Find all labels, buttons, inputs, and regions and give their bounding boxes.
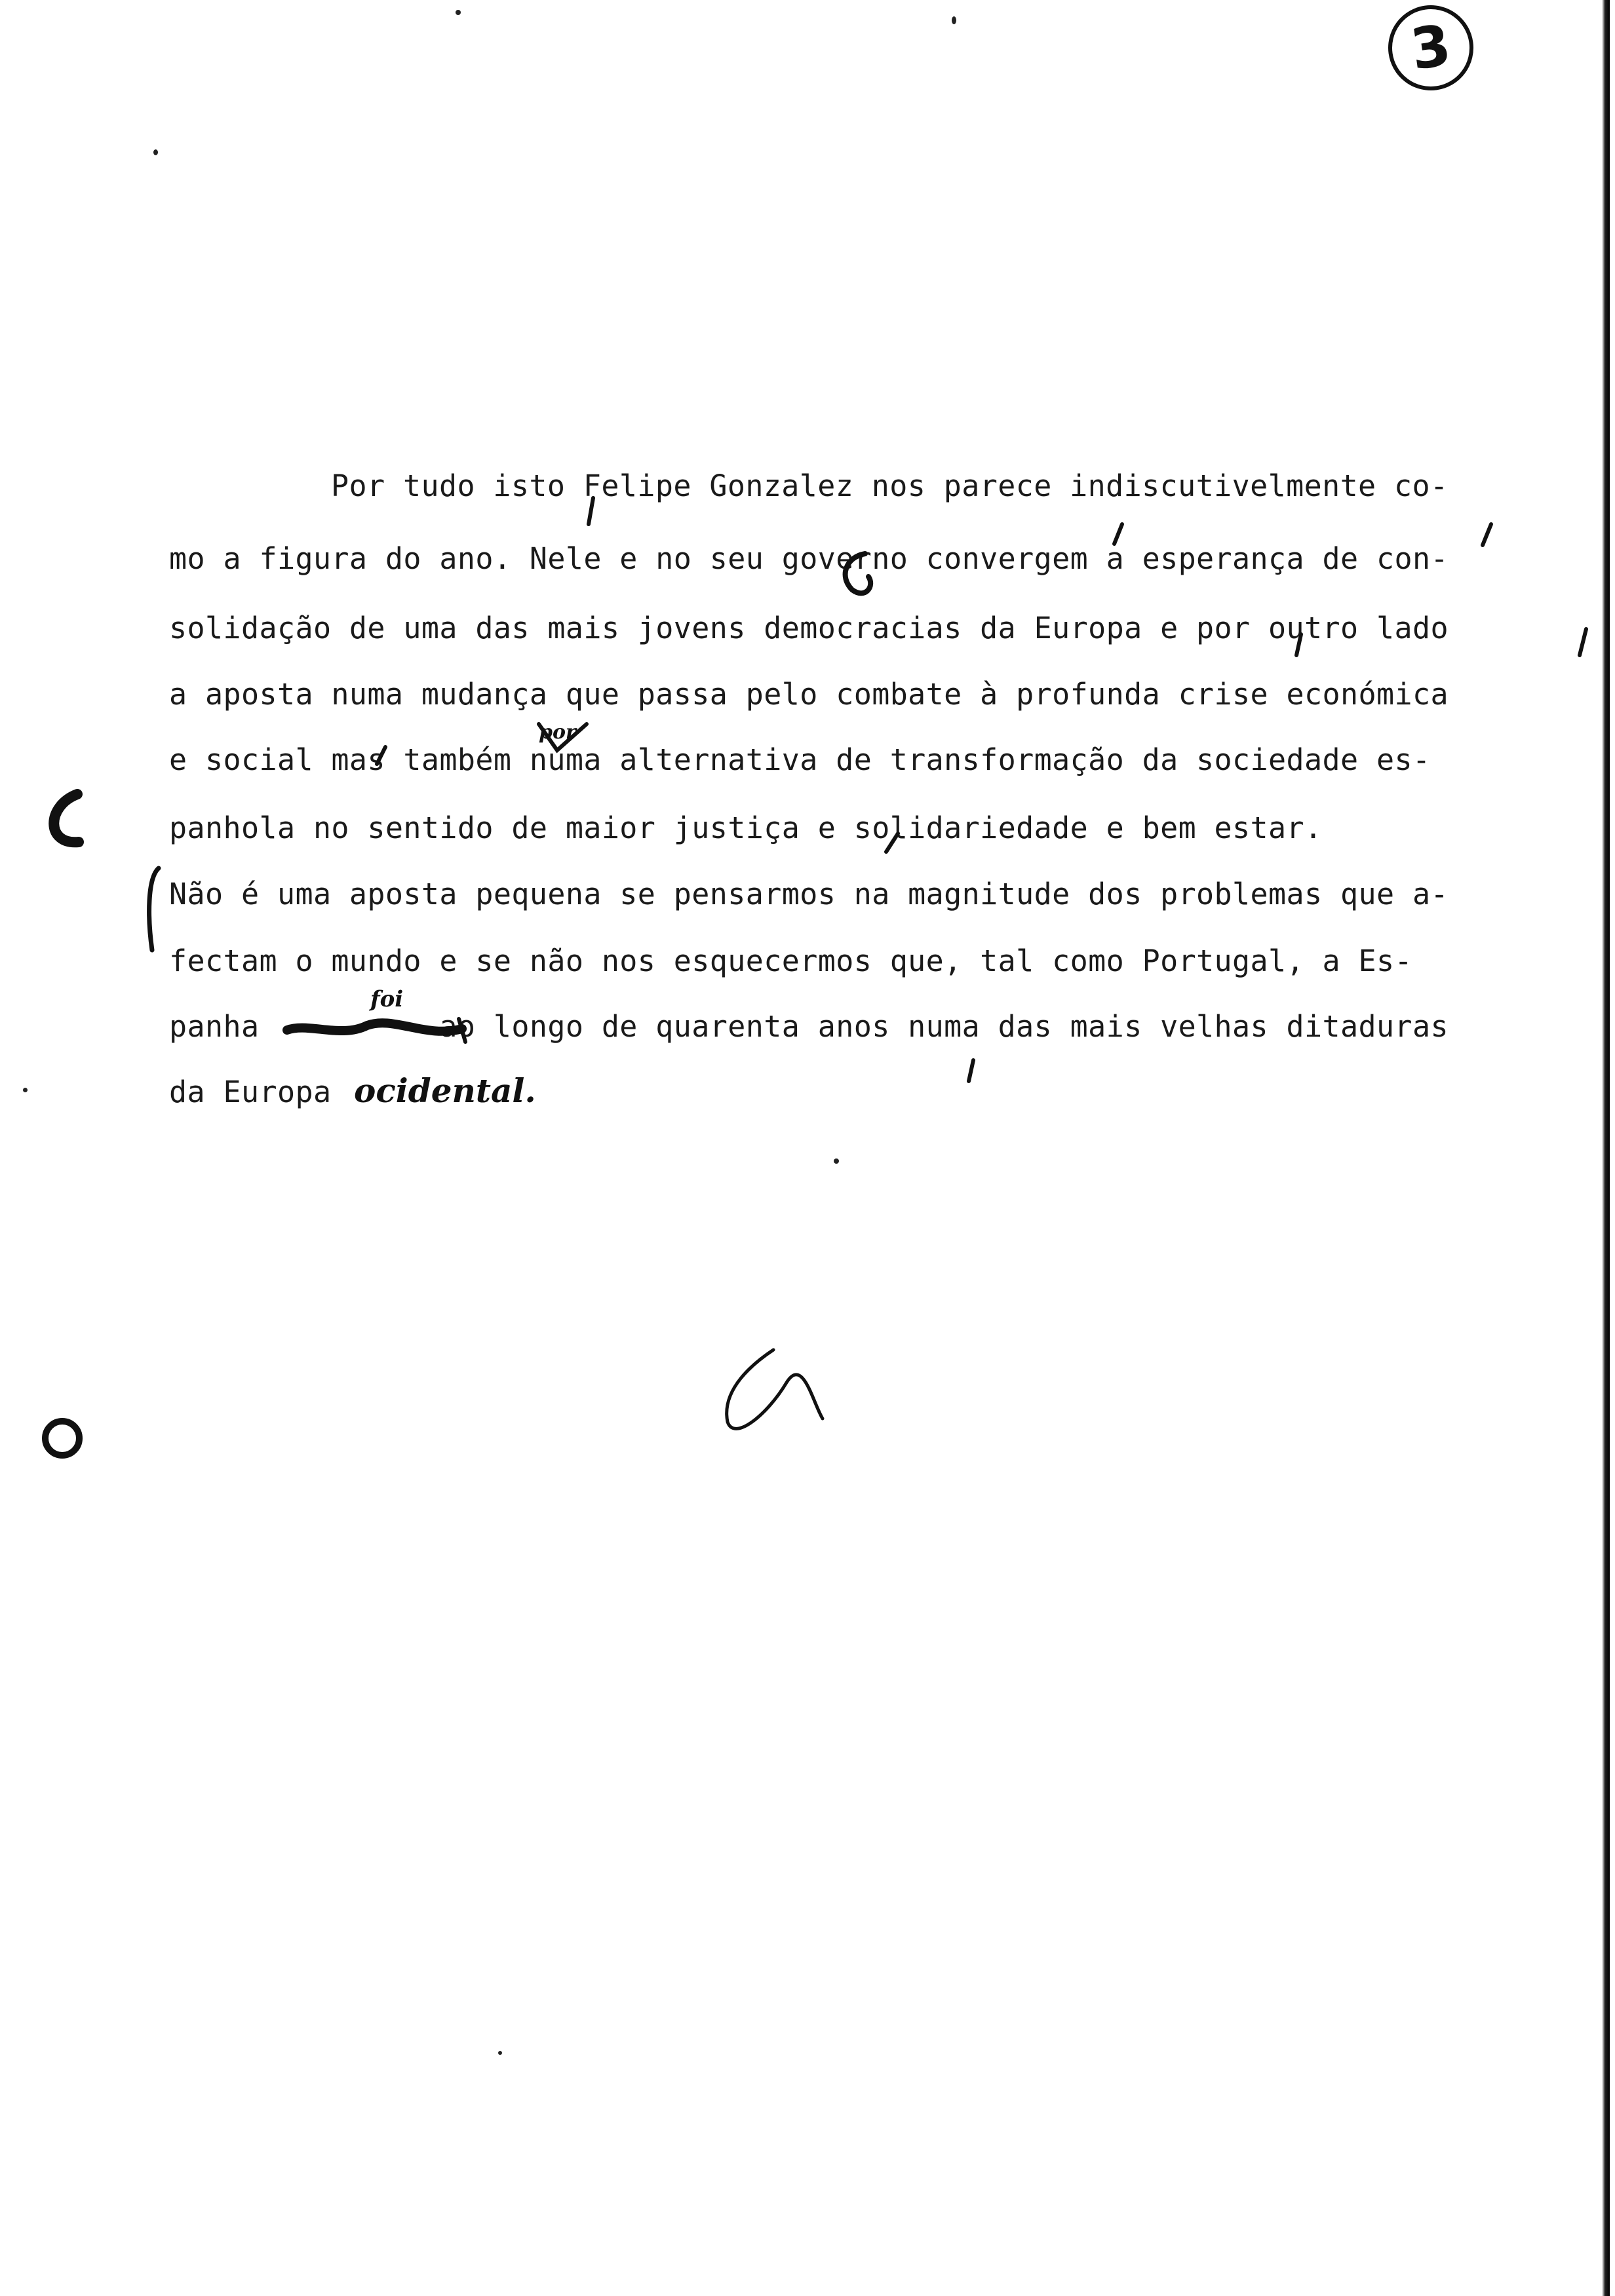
- body-line-2: mo a figura do ano. Nele e no seu governo convergem a esperança de con-: [169, 541, 1449, 576]
- body-line-5: e social mas também numa alternativa de transformação da sociedade es-: [169, 742, 1431, 777]
- scan-speck: [456, 10, 461, 15]
- scan-speck: [23, 1088, 28, 1092]
- comma-mark: [377, 747, 385, 764]
- scan-speck: [153, 149, 158, 155]
- insert-caret: [539, 724, 587, 750]
- binder-hole-mark: [54, 794, 79, 842]
- comma-mark: [1296, 634, 1301, 655]
- body-line-6: panhola no sentido de maior justiça e solidariedade e bem estar.: [169, 811, 1323, 845]
- comma-mark: [589, 498, 593, 524]
- strikeout-mark: [287, 1023, 462, 1031]
- comma-mark: [969, 1060, 973, 1081]
- handwritten-ocidental: ocidental.: [354, 1071, 536, 1110]
- comma-mark: [1483, 524, 1491, 545]
- scan-edge-shadow: [1602, 0, 1610, 2296]
- body-line-4: a aposta numa mudança que passa pelo combate à profunda crise económica: [169, 677, 1449, 712]
- body-line-8: fectam o mundo e se não nos esquecermos que, tal como Portugal, a Es-: [169, 944, 1412, 978]
- body-line-1: Por tudo isto Felipe Gonzalez nos parece indiscutivelmente co-: [331, 469, 1449, 503]
- comma-mark: [1114, 524, 1122, 544]
- scan-speck: [834, 1158, 839, 1164]
- comma-mark: [1580, 629, 1586, 655]
- page-number: 3: [1383, 0, 1479, 96]
- handwritten-foi: foi: [370, 986, 404, 1012]
- body-line-3: solidação de uma das mais jovens democracias da Europa e por outro lado: [169, 611, 1449, 645]
- binder-hole-mark: [45, 1421, 79, 1455]
- paragraph-bracket: [149, 868, 159, 950]
- scan-speck: [952, 16, 956, 24]
- body-line-9: panha ao longo de quarenta anos numa das mais velhas ditaduras: [169, 1009, 1449, 1044]
- scan-speck: [498, 2051, 502, 2055]
- capital-g-mark: [846, 554, 871, 593]
- handwritten-alpha-mark: [727, 1350, 823, 1428]
- comma-mark: [886, 833, 898, 852]
- handwritten-por: por: [539, 721, 576, 744]
- body-line-10: da Europa: [169, 1075, 332, 1109]
- body-line-7: Não é uma aposta pequena se pensarmos na magnitude dos problemas que a-: [169, 877, 1449, 911]
